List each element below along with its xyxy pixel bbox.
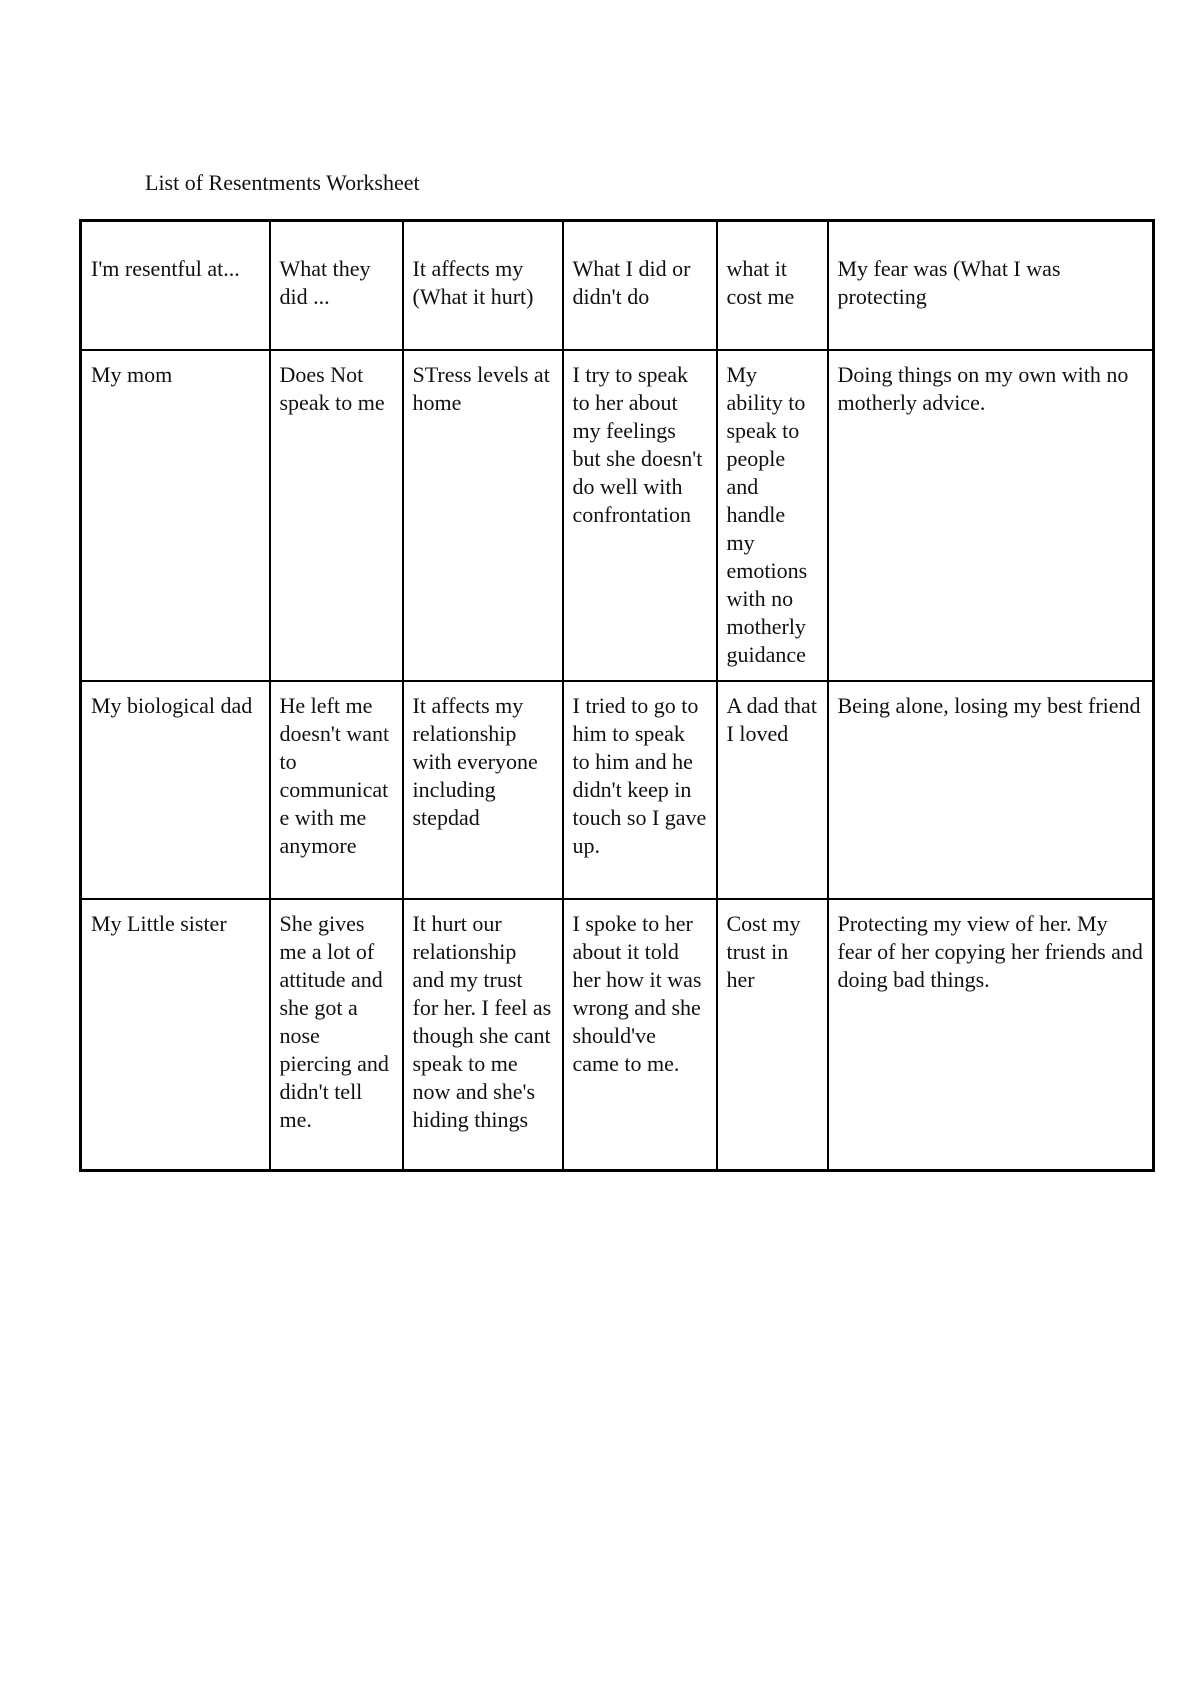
- table-cell: Doing things on my own with no motherly advice.: [828, 350, 1154, 681]
- table-cell: It hurt our relationship and my trust for her. I feel as though she cant speak to me now and she's hiding things: [403, 899, 563, 1171]
- table-cell: She gives me a lot of attitude and she got a nose piercing and didn't tell me.: [270, 899, 403, 1171]
- page-title: List of Resentments Worksheet: [145, 170, 420, 195]
- table-cell: I try to speak to her about my feelings but she doesn't do well with confrontation: [563, 350, 717, 681]
- table-cell: My biological dad: [81, 681, 270, 899]
- table-cell: I tried to go to him to speak to him and he didn't keep in touch so I gave up.: [563, 681, 717, 899]
- column-header-it-affects-my: It affects my (What it hurt): [403, 221, 563, 350]
- table-cell: He left me doesn't want to communicate with me anymore: [270, 681, 403, 899]
- table-row: [81, 681, 1154, 899]
- table-cell: Cost my trust in her: [717, 899, 828, 1171]
- column-header-what-they-did: What they did ...: [270, 221, 403, 350]
- resentments-table: [79, 219, 1155, 1172]
- table-row: [81, 350, 1154, 681]
- table-cell: It affects my relationship with everyone including stepdad: [403, 681, 563, 899]
- table-cell: Protecting my view of her. My fear of her copying her friends and doing bad things.: [828, 899, 1154, 1171]
- header-row: [81, 221, 1154, 350]
- column-header-resentful-at: I'm resentful at...: [81, 221, 270, 350]
- table-cell: STress levels at home: [403, 350, 563, 681]
- table-cell: A dad that I loved: [717, 681, 828, 899]
- table-row: [81, 899, 1154, 1171]
- table-cell: I spoke to her about it told her how it was wrong and she should've came to me.: [563, 899, 717, 1171]
- column-header-what-i-did: What I did or didn't do: [563, 221, 717, 350]
- column-header-what-it-cost: what it cost me: [717, 221, 828, 350]
- table-cell: Being alone, losing my best friend: [828, 681, 1154, 899]
- table-cell: My ability to speak to people and handle my emotions with no motherly guidance: [717, 350, 828, 681]
- table-cell: My mom: [81, 350, 270, 681]
- table-cell: My Little sister: [81, 899, 270, 1171]
- column-header-my-fear: My fear was (What I was protecting: [828, 221, 1154, 350]
- table-cell: Does Not speak to me: [270, 350, 403, 681]
